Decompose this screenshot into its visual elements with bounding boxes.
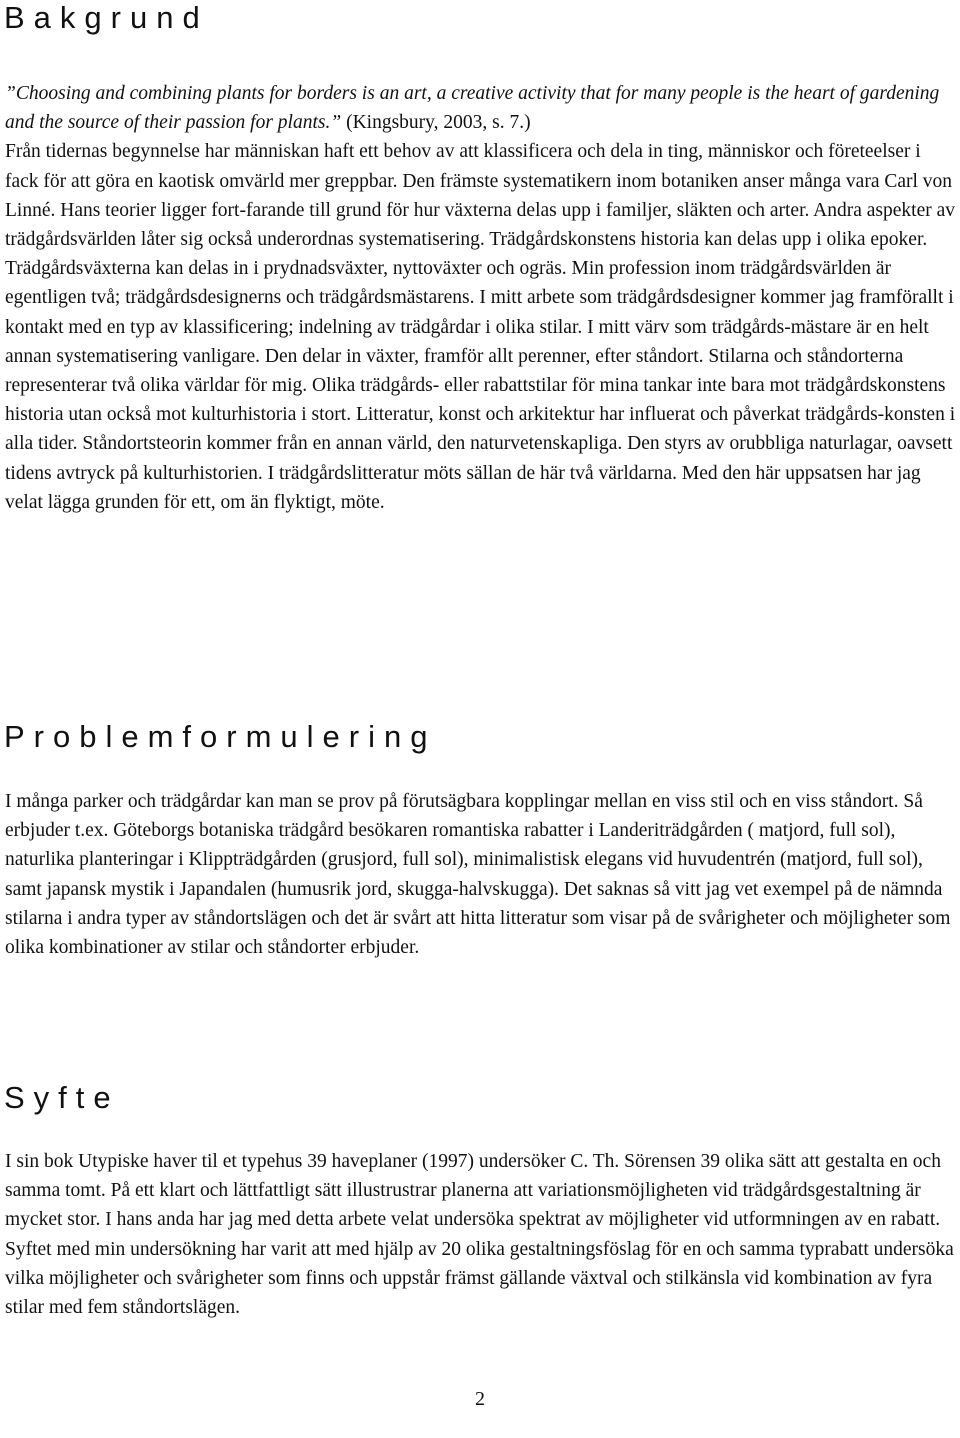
section-heading-bakgrund: Bakgrund [4, 0, 209, 35]
bakgrund-body-text: Från tidernas begynnelse har människan haft ett behov av att klassificera och dela in ting, människor och företeelser i fack för att göra en kaotisk omvärld mer greppbar. Den främste systematikern inom botaniken anser många vara Carl von Linné. Hans teorier ligger fort-farande till grund för hur växterna delas upp i familjer, släkten och arter. Andra aspekter av trädgårdsvärlden låter sig också underordnas systematisering. Trädgårdskonstens historia kan delas upp i olika epoker. Trädgårdsväxterna kan delas in i prydnadsväxter, nyttoväxter och ogräs. Min profession inom trädgårdsvärlden är egentligen två; trädgårdsdesignerns och trädgårdsmästarens. I mitt arbete som trädgårdsdesigner kommer jag framförallt i kontakt med en typ av klassificering; indelning av trädgårdar i olika stilar. I mitt värv som trädgårds-mästare är en helt annan systematisering vanligare. Den delar in växter, framför allt perenner, efter ståndort. Stilarna och ståndorterna representerar två olika världar för mig. Olika trädgårds- eller rabattstilar för mina tankar inte bara mot trädgårdskonstens historia utan också mot kulturhistoria i stort. Litteratur, konst och arkitektur har influerat och påverkat trädgårds-konsten i alla tider. Ståndortsteorin kommer från en annan värld, den naturvetenskapliga. Den styrs av orubbliga naturlagar, oavsett tidens avtryck på kulturhistorien. I trädgårdslitteratur möts sällan de här två världarna. Med den här uppsatsen har jag velat lägga grunden för ett, om än flyktigt, möte. [5, 141, 956, 513]
epigraph-citation: (Kingsbury, 2003, s. 7.) [341, 112, 531, 134]
section-paragraph-syfte: I sin bok Utypiske haver til et typehus 39 haveplaner (1997) undersöker C. Th. Sörensen 39 olika sätt att gestalta en och samma tomt. På ett klart och lättfattligt sätt illustrustrar planerna att variationsmöjligheten vid trädgårdsgestaltning är mycket stor. I hans anda har jag med detta arbete velat undersöka spektrat av möjligheter vid utformningen av en rabatt. Syftet med min undersökning har varit att med hjälp av 20 olika gestaltningsföslag för en och samma typrabatt undersöka vilka möjligheter och svårigheter som finns och uppstår främst gällande växtval och stilkänsla vid kombination av fyra stilar med fem ståndortslägen. [5, 1151, 954, 1319]
page-number: 2 [475, 1388, 485, 1410]
section-paragraph-problemformulering: I många parker och trädgårdar kan man se prov på förutsägbara kopplingar mellan en viss stil och en viss ståndort. Så erbjuder t.ex. Göteborgs botaniska trädgård besökaren romantiska rabatter i Landeriträdgården ( matjord, full sol), naturlika planteringar i Klippträdgården (grusjord, full sol), minimalistisk elegans vid huvudentrén (matjord, full sol), samt japansk mystik i Japandalen (humusrik jord, skugga-halvskugga). Det saknas så vitt jag vet exempel på de nämnda stilarna i andra typer av ståndortslägen och det är svårt att hitta litteratur som visar på de svårigheter och möjligheter som olika kombinationer av stilar och ståndorter erbjuder. [5, 791, 951, 959]
section-heading-problemformulering: Problemformulering [4, 719, 437, 754]
section-heading-syfte: Syfte [4, 1080, 120, 1115]
epigraph-quote: ”Choosing and combining plants for borders is an art, a creative activity that for many people is the heart of gardening and the source of their passion for plants.” [5, 83, 940, 134]
section-paragraph-bakgrund [5, 79, 957, 517]
